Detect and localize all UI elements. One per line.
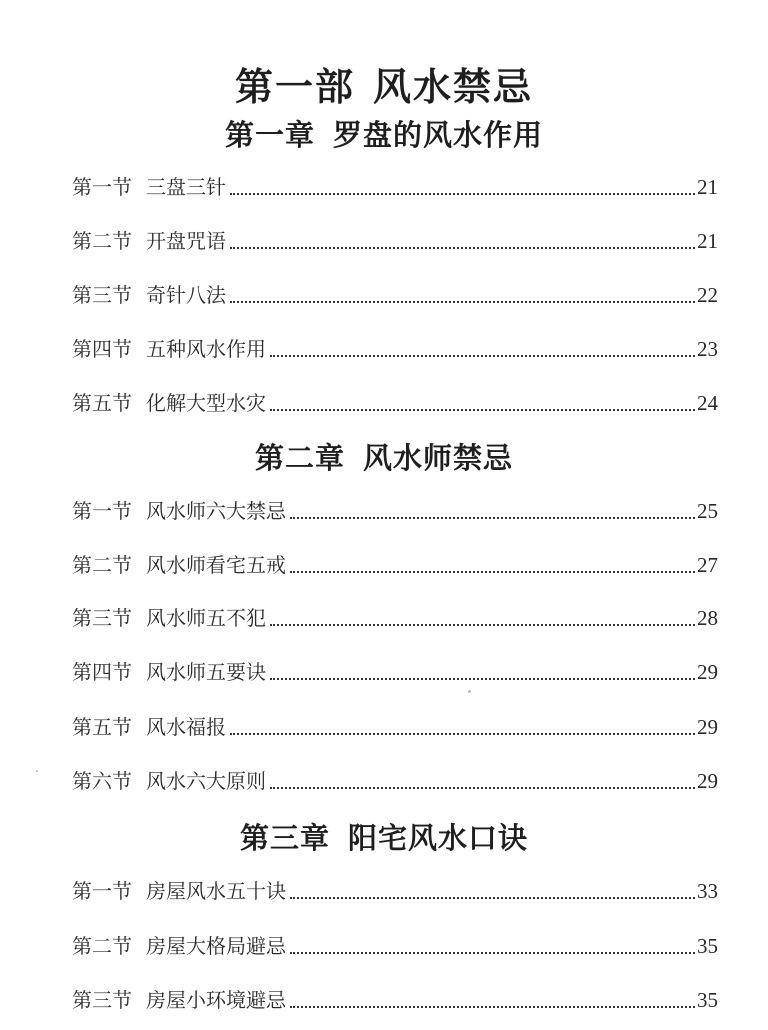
page-number: 35 (697, 988, 718, 1012)
section-number: 第四节 (72, 660, 132, 684)
section-title: 化解大型水灾 (146, 391, 266, 415)
page-number: 29 (697, 769, 718, 793)
section-title: 风水六大原则 (146, 769, 266, 793)
dot-leader (290, 896, 695, 899)
toc-entry[interactable] (72, 332, 718, 362)
section-number: 第一节 (72, 499, 132, 523)
section-title: 风水师看宅五戒 (146, 553, 286, 577)
dot-leader (230, 192, 695, 195)
dot-leader (290, 570, 695, 573)
section-title: 奇针八法 (146, 283, 226, 307)
chapter-name: 风水师禁忌 (363, 441, 514, 475)
toc-entry[interactable] (72, 548, 718, 578)
section-number: 第五节 (72, 715, 132, 739)
toc-entry[interactable] (72, 764, 718, 794)
toc-entry[interactable] (72, 929, 718, 959)
dot-leader (230, 732, 695, 735)
page-number: 35 (697, 934, 718, 958)
page-number: 21 (697, 229, 718, 253)
page-number: 28 (697, 606, 718, 630)
section-number: 第三节 (72, 283, 132, 307)
toc-entry[interactable] (72, 494, 718, 524)
dot-leader (270, 408, 695, 411)
toc-entry[interactable] (72, 278, 718, 308)
part-name: 风水禁忌 (373, 65, 534, 109)
dot-leader (290, 516, 695, 519)
chapter-label: 第二章 (254, 441, 345, 475)
section-title: 房屋小环境避忌 (146, 988, 286, 1012)
section-number: 第五节 (72, 391, 132, 415)
part-title (0, 56, 768, 111)
section-title: 房屋大格局避忌 (146, 934, 286, 958)
dot-leader (290, 1005, 695, 1008)
page-number: 27 (697, 553, 718, 577)
section-number: 第四节 (72, 337, 132, 361)
page-number: 24 (697, 391, 718, 415)
part-label: 第一部 (234, 65, 355, 109)
section-title: 风水师五不犯 (146, 606, 266, 630)
toc-entry[interactable] (72, 710, 718, 740)
dot-leader (290, 951, 695, 954)
toc-entry[interactable] (72, 224, 718, 254)
section-title: 三盘三针 (146, 175, 226, 199)
section-title: 风水师六大禁忌 (146, 499, 286, 523)
scan-speck (468, 690, 471, 693)
chapter-label: 第三章 (239, 821, 330, 855)
page-number: 29 (697, 660, 718, 684)
section-number: 第一节 (72, 175, 132, 199)
page-number: 25 (697, 499, 718, 523)
section-number: 第六节 (72, 769, 132, 793)
section-number: 第二节 (72, 553, 132, 577)
section-number: 第二节 (72, 934, 132, 958)
chapter-name: 罗盘的风水作用 (333, 118, 544, 152)
scan-speck (36, 770, 38, 772)
section-title: 开盘咒语 (146, 229, 226, 253)
dot-leader (230, 246, 695, 249)
page-number: 23 (697, 337, 718, 361)
dot-leader (270, 623, 695, 626)
chapter-title-3 (0, 816, 768, 857)
chapter-label: 第一章 (224, 118, 315, 152)
page-number: 22 (697, 283, 718, 307)
section-title: 风水福报 (146, 715, 226, 739)
toc-entry[interactable] (72, 983, 718, 1013)
toc-entry[interactable] (72, 170, 718, 200)
section-number: 第三节 (72, 606, 132, 630)
section-title: 风水师五要诀 (146, 660, 266, 684)
dot-leader (230, 300, 695, 303)
section-title: 五种风水作用 (146, 337, 266, 361)
toc-entry[interactable] (72, 601, 718, 631)
section-number: 第二节 (72, 229, 132, 253)
dot-leader (270, 786, 695, 789)
page-number: 29 (697, 715, 718, 739)
chapter-title-2 (0, 436, 768, 477)
toc-entry[interactable] (72, 874, 718, 904)
page-number: 33 (697, 879, 718, 903)
dot-leader (270, 677, 695, 680)
page-number: 21 (697, 175, 718, 199)
section-number: 第一节 (72, 879, 132, 903)
dot-leader (270, 354, 695, 357)
chapter-name: 阳宅风水口诀 (348, 821, 529, 855)
section-title: 房屋风水五十诀 (146, 879, 286, 903)
chapter-title-1 (0, 113, 768, 154)
section-number: 第三节 (72, 988, 132, 1012)
toc-entry[interactable] (72, 655, 718, 685)
toc-entry[interactable] (72, 386, 718, 416)
